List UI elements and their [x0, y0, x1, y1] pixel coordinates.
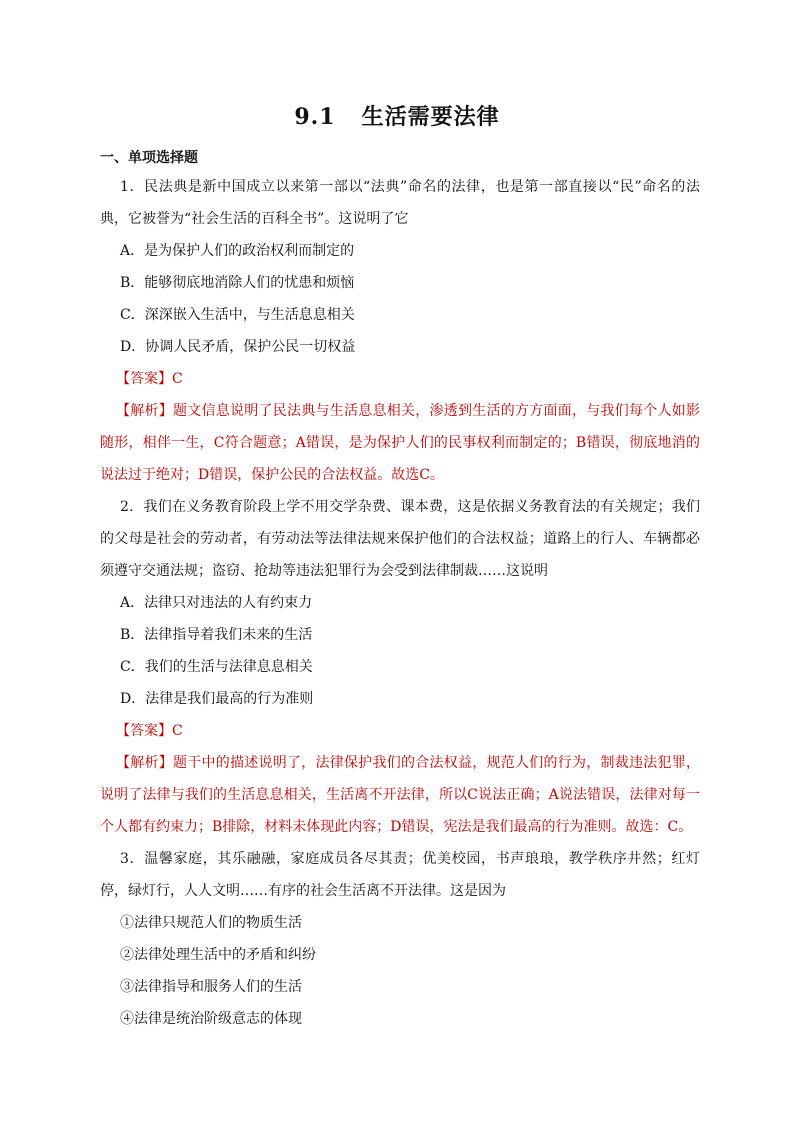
answer-value: C	[172, 723, 183, 739]
question-1-option-c: C．深深嵌入生活中，与生活息息相关	[120, 307, 355, 323]
explain-tag: 【解析】	[116, 755, 173, 771]
question-2-stem: 2．我们在义务教育阶段上学不用交学杂费、课本费，这是依据义务教育法的有关规定；我们的父母是社会的劳动者，有劳动法等法律法规来保护他们的合法权益；道路上的行人、车辆都必须遵守交通法规；盗窃、抢劫等违法犯罪行为会受到法律制裁……这说明	[100, 499, 700, 579]
question-2-answer	[100, 715, 700, 747]
question-2-option-d: D．法律是我们最高的行为准则	[120, 691, 314, 707]
answer-tag: 【答案】	[116, 371, 172, 387]
question-1-option-a: A．是为保护人们的政治权利而制定的	[120, 243, 355, 259]
question-3-option-1: ①法律只规范人们的物质生活	[120, 915, 302, 931]
question-list	[100, 171, 700, 1035]
question-1-stem: 1．民法典是新中国成立以来第一部以“法典”命名的法律，也是第一部直接以“民”命名的法典，它被誉为“社会生活的百科全书”。这说明了它	[100, 179, 700, 227]
question-1-explanation	[100, 395, 700, 491]
question-2-explanation	[100, 747, 700, 843]
question-3-stem: 3．温馨家庭，其乐融融，家庭成员各尽其责；优美校园，书声琅琅，教学秩序井然；红灯停，绿灯行，人人文明……有序的社会生活离不开法律。这是因为	[100, 851, 700, 899]
question-3-option-3: ③法律指导和服务人们的生活	[120, 979, 302, 995]
section-heading: 一、单项选择题	[100, 150, 198, 166]
explain-text: 题文信息说明了民法典与生活息息相关，渗透到生活的方方面面，与我们每个人如影随形，相伴一生，C符合题意；A错误，是为保护人们的民事权利而制定的；B错误，彻底地消的说法过于绝对；D错误，保护公民的合法权益。故选C。	[100, 403, 700, 483]
answer-tag: 【答案】	[116, 723, 172, 739]
explain-text: 题干中的描述说明了，法律保护我们的合法权益，规范人们的行为，制裁违法犯罪，说明了法律与我们的生活息息相关，生活离不开法律，所以C说法正确；A说法错误，法律对每一个人都有约束力；B排除，材料未体现此内容；D错误，宪法是我们最高的行为准则。故选：C。	[100, 755, 700, 835]
question-3-option-4: ④法律是统治阶级意志的体现	[120, 1011, 302, 1027]
question-2-option-c: C．我们的生活与法律息息相关	[120, 659, 313, 675]
question-1-option-b: B．能够彻底地消除人们的忧患和烦恼	[120, 275, 355, 291]
page-title	[0, 100, 794, 131]
question-1-answer	[100, 363, 700, 395]
explain-tag: 【解析】	[116, 403, 173, 419]
question-1-option-d: D．协调人民矛盾，保护公民一切权益	[120, 339, 356, 355]
question-3-option-2: ②法律处理生活中的矛盾和纠纷	[120, 947, 316, 963]
title-text: 生活需要法律	[361, 104, 500, 130]
answer-value: C	[172, 371, 183, 387]
title-number: 9.1	[294, 104, 336, 130]
question-2-option-a: A．法律只对违法的人有约束力	[120, 595, 313, 611]
question-2-option-b: B．法律指导着我们未来的生活	[120, 627, 313, 643]
